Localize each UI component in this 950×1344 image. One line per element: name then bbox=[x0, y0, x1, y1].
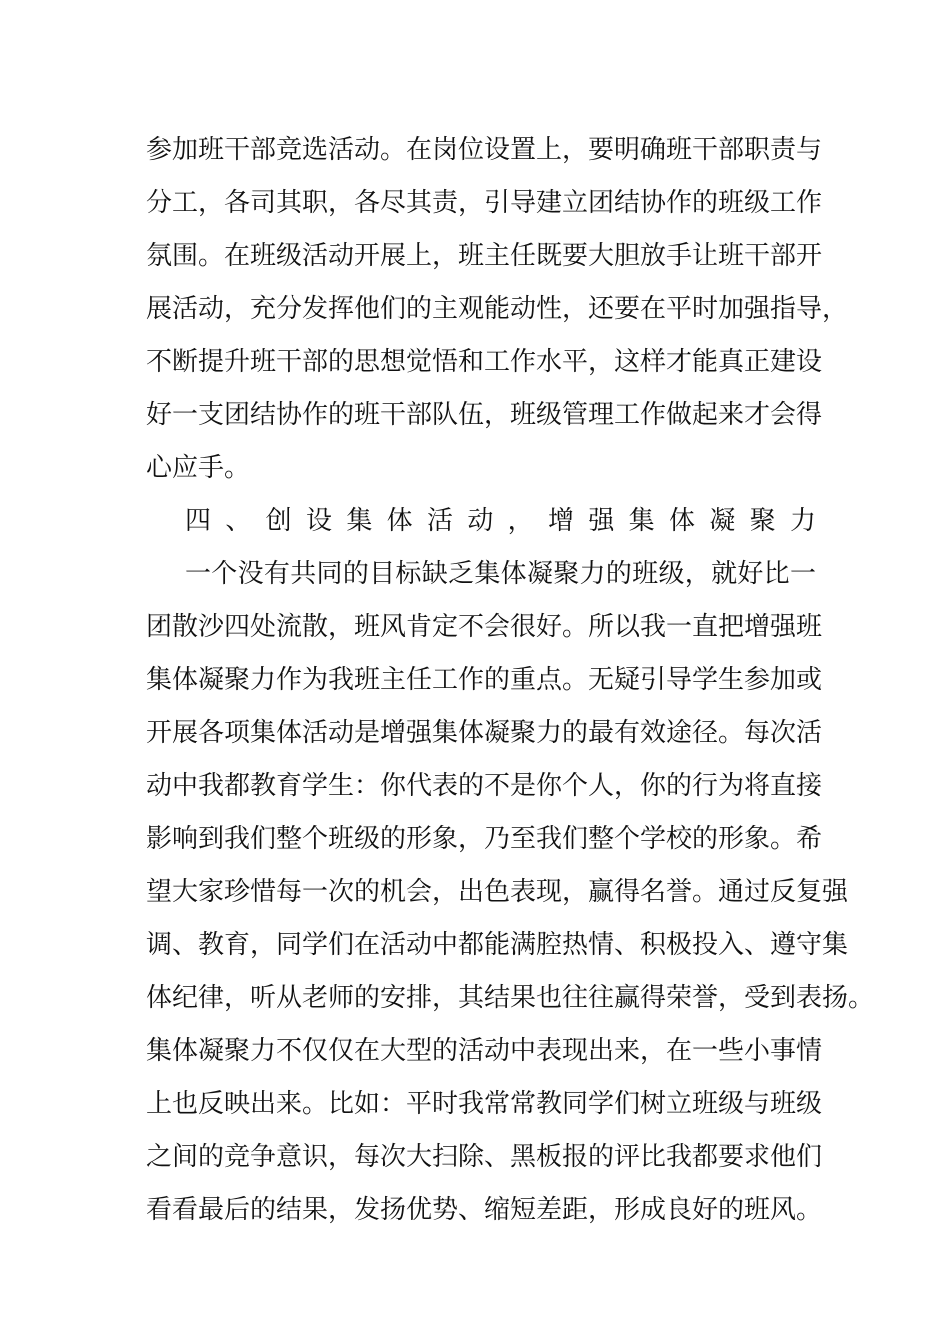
text-line: 团散沙四处流散，班风肯定不会很好。所以我一直把增强班 bbox=[146, 612, 823, 642]
text-line: 氛围。在班级活动开展上，班主任既要大胆放手让班干部开 bbox=[146, 241, 823, 271]
text-line: 看看最后的结果，发扬优势、缩短差距，形成良好的班风。 bbox=[146, 1195, 823, 1225]
text-line: 心应手。 bbox=[146, 453, 251, 483]
paragraph-class-cadre bbox=[146, 124, 849, 495]
section-heading: 四、创设集体活动，增强集体凝聚力 bbox=[185, 506, 816, 536]
text-line: 开展各项集体活动是增强集体凝聚力的最有效途径。每次活 bbox=[146, 718, 823, 748]
text-line: 展活动，充分发挥他们的主观能动性，还要在平时加强指导， bbox=[146, 294, 849, 324]
text-line: 望大家珍惜每一次的机会，出色表现，赢得名誉。通过反复强 bbox=[146, 877, 849, 907]
text-line: 体纪律，听从老师的安排，其结果也往往赢得荣誉，受到表扬。 bbox=[146, 983, 875, 1013]
text-line: 一个没有共同的目标缺乏集体凝聚力的班级，就好比一 bbox=[185, 559, 816, 589]
text-line: 动中我都教育学生：你代表的不是你个人，你的行为将直接 bbox=[146, 771, 823, 801]
text-line: 集体凝聚力不仅仅在大型的活动中表现出来，在一些小事情 bbox=[146, 1036, 823, 1066]
text-line: 分工，各司其职，各尽其责，引导建立团结协作的班级工作 bbox=[146, 188, 823, 218]
paragraph-collective-cohesion bbox=[146, 548, 875, 1237]
text-line: 调、教育，同学们在活动中都能满腔热情、积极投入、遵守集 bbox=[146, 930, 849, 960]
text-line: 参加班干部竞选活动。在岗位设置上，要明确班干部职责与 bbox=[146, 135, 823, 165]
text-line: 好一支团结协作的班干部队伍，班级管理工作做起来才会得 bbox=[146, 400, 823, 430]
text-line: 不断提升班干部的思想觉悟和工作水平，这样才能真正建设 bbox=[146, 347, 823, 377]
text-line: 上也反映出来。比如：平时我常常教同学们树立班级与班级 bbox=[146, 1089, 823, 1119]
text-line: 影响到我们整个班级的形象，乃至我们整个学校的形象。希 bbox=[146, 824, 823, 854]
text-line: 集体凝聚力作为我班主任工作的重点。无疑引导学生参加或 bbox=[146, 665, 823, 695]
text-line: 之间的竞争意识，每次大扫除、黑板报的评比我都要求他们 bbox=[146, 1142, 823, 1172]
section-heading-block bbox=[146, 495, 816, 548]
